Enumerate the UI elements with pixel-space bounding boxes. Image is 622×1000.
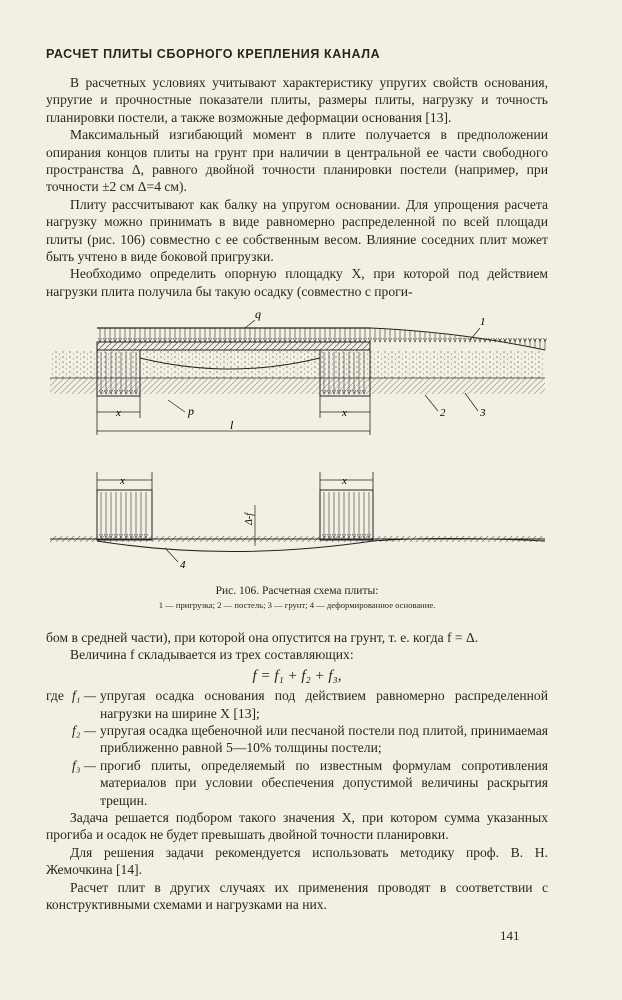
label-4: 4 xyxy=(180,559,186,571)
caption-title: Рис. 106. Расчетная схема плиты: xyxy=(215,585,379,597)
list-item xyxy=(46,757,548,809)
arrow-head xyxy=(474,338,477,342)
paragraph-task: Задача решается подбором такого значения X, при котором сумма указанных прогиба и осадок не будет превышать двойной точности планировки. xyxy=(46,810,548,843)
label-x-right: x xyxy=(342,407,347,419)
item-label: f₁ — xyxy=(72,688,96,704)
ground-layer xyxy=(50,378,545,394)
text-block-top xyxy=(46,74,548,300)
label-l: l xyxy=(230,418,234,432)
item-text: упругая осадка щебеночной или песчаной постели под плитой, принимаемая приближенно равной 5—10% толщины постели; xyxy=(100,723,548,756)
plate xyxy=(97,342,370,350)
label-q: q xyxy=(255,307,261,321)
paragraph-intro: Величина f складывается из трех составляющих: xyxy=(70,647,354,663)
figure-caption xyxy=(46,584,548,612)
where-word: где xyxy=(46,688,64,704)
label-2: 2 xyxy=(440,407,446,419)
label-p: p xyxy=(188,404,194,418)
caption-legend: 1 — пригрузка; 2 — постель; 3 — грунт; 4 — деформированное основание. xyxy=(158,600,436,610)
label-x-lower-right: x xyxy=(342,475,347,487)
list-item xyxy=(46,687,548,722)
page-number: 141 xyxy=(500,928,520,943)
paragraph-continuation: бом в средней части), при которой она опустится на грунт, т. е. когда f = Δ. xyxy=(46,630,479,645)
text-block-bottom xyxy=(46,629,548,914)
paragraph-3: Плиту рассчитывают как балку на упругом основании. Для упрощения расчета нагрузку можно принимать в виде равномерно распределенной по всей площади плиты (рис. 106) совместно с ее собственным весом. Влияние соседних плит может быть учтено в виде боковой пригрузки. xyxy=(46,196,548,265)
label-x-lower-left: x xyxy=(120,475,125,487)
lower-arrows xyxy=(100,492,371,538)
paragraph-2: Максимальный изгибающий момент в плите получается в предположении опирания концов плиты на грунт при наличии в центральной ее части свободного пространства Δ, равного двойной точности планировки постели (например, при точности ±2 см Δ=4 см). xyxy=(46,127,548,195)
item-text: прогиб плиты, определяемый по известным формулам сопротивления материалов при условии обеспечения допустимой величины раскрытия трещин. xyxy=(100,757,548,808)
upper-scheme xyxy=(50,307,547,435)
paragraph-other: Расчет плит в других случаях их применения проводят в соответствии с конструктивными схемами и нагрузками на них. xyxy=(46,879,548,913)
label-3: 3 xyxy=(480,407,486,419)
paragraph-method: Для решения задачи рекомендуется использовать методику проф. В. Н. Жемочкина [14]. xyxy=(46,844,548,878)
list-item xyxy=(46,722,548,757)
item-label: f₃ — xyxy=(72,757,96,773)
item-label: f₂ — xyxy=(72,723,96,739)
label-x-left: x xyxy=(116,407,121,419)
load-block-left xyxy=(97,490,152,540)
figure-106 xyxy=(40,300,560,600)
item-text: упругая осадка основания под действием равномерно распределенной нагрузки на ширине X [13]; xyxy=(100,688,548,721)
lower-scheme xyxy=(50,472,545,571)
bedding-layer xyxy=(50,350,545,378)
load-block-right xyxy=(320,490,373,540)
components-list xyxy=(46,687,548,809)
label-1: 1 xyxy=(480,316,486,328)
paragraph-1: В расчетных условиях учитывают характеристику упругих свойств основания, упругие и прочностные показатели плиты, размеры плиты, нагрузку и точность планировки постели, а также возможные деформации основания [13]. xyxy=(46,75,548,125)
formula: f = f₁ + f₂ + f₃, xyxy=(252,667,342,684)
paragraph-4: Необходимо определить опорную площадку X, при которой под действием нагрузки плита получила бы такую осадку (совместно с проги- xyxy=(46,266,548,299)
label-delta-f: Δ-f xyxy=(244,513,255,525)
running-header: РАСЧЕТ ПЛИТЫ СБОРНОГО КРЕПЛЕНИЯ КАНАЛА xyxy=(46,47,381,61)
